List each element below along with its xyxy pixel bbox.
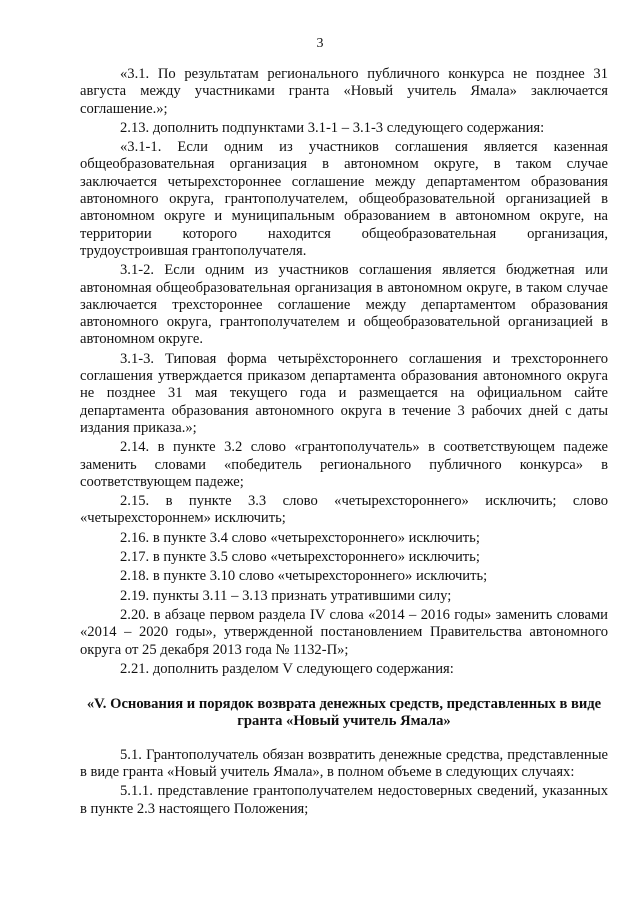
paragraph-3-1-1: «3.1-1. Если одним из участников соглашения является казенная общеобразовательная организация в автономном округе, в таком случае заключается четырехстороннее соглашение между департаментом образования автономного округа, грантополучателем, общеобразовательной организацией в автономном округе и муниципальным образованием в автономном округе, на территории которого находится общеобразовательная организация, трудоустроившая грантополучателя. — [80, 139, 608, 259]
paragraph-5-1: 5.1. Грантополучатель обязан возвратить денежные средства, представленные в виде гранта «Новый учитель Ямала», в полном объеме в следующих случаях: — [80, 746, 608, 780]
paragraph-2-17: 2.17. в пункте 3.5 слово «четырехстороннего» исключить; — [120, 549, 480, 566]
paragraph-2-18: 2.18. в пункте 3.10 слово «четырехстороннего» исключить; — [120, 568, 488, 585]
paragraph-2-13: 2.13. дополнить подпунктами 3.1-1 – 3.1-3 следующего содержания: — [120, 119, 545, 136]
page-number: 3 — [316, 36, 324, 51]
paragraph-2-15: 2.15. в пункте 3.3 слово «четырехстороннего» исключить; слово «четырехстороннем» исключить; — [80, 493, 608, 527]
paragraph-2-19: 2.19. пункты 3.11 – 3.13 признать утратившими силу; — [120, 587, 452, 604]
paragraph-5-1-1: 5.1.1. представление грантополучателем недостоверных сведений, указанных в пункте 2.3 настоящего Положения; — [80, 783, 608, 817]
paragraph-2-21: 2.21. дополнить разделом V следующего содержания: — [120, 660, 454, 677]
document-body — [80, 66, 608, 820]
paragraph-2-16: 2.16. в пункте 3.4 слово «четырехстороннего» исключить; — [120, 529, 480, 546]
paragraph-2-20: 2.20. в абзаце первом раздела IV слова «2014 – 2016 годы» заменить словами «2014 – 2020 годы», утвержденной постановлением Правительства автономного округа от 25 декабря 2013 года № 1132-П»; — [80, 606, 608, 658]
paragraph-3-1-2: 3.1-2. Если одним из участников соглашения является бюджетная или автономная общеобразовательная организация в автономном округе, в таком случае заключается трехстороннее соглашение между департаментом образования автономного округа, грантополучателем и общеобразовательной организацией в автономном округе. — [80, 262, 608, 348]
section-heading: «V. Основания и порядок возврата денежных средств, представленных в виде гранта «Новый учитель Ямала» — [86, 696, 602, 730]
paragraph-2-14: 2.14. в пункте 3.2 слово «грантополучатель» в соответствующем падеже заменить словами «победитель регионального публичного конкурса» в соответствующем падеже; — [80, 439, 608, 490]
paragraph-3-1: «3.1. По результатам регионального публичного конкурса не позднее 31 августа между участниками гранта «Новый учитель Ямала» заключается соглашение.»; — [80, 66, 608, 117]
paragraph-3-1-3: 3.1-3. Типовая форма четырёхстороннего соглашения и трехстороннего соглашения утверждается приказом департамента образования автономного округа не позднее 31 мая текущего года и размещается на официальном сайте департамента образования автономного округа в течение 3 рабочих дней с даты издания приказа.»; — [80, 350, 608, 436]
